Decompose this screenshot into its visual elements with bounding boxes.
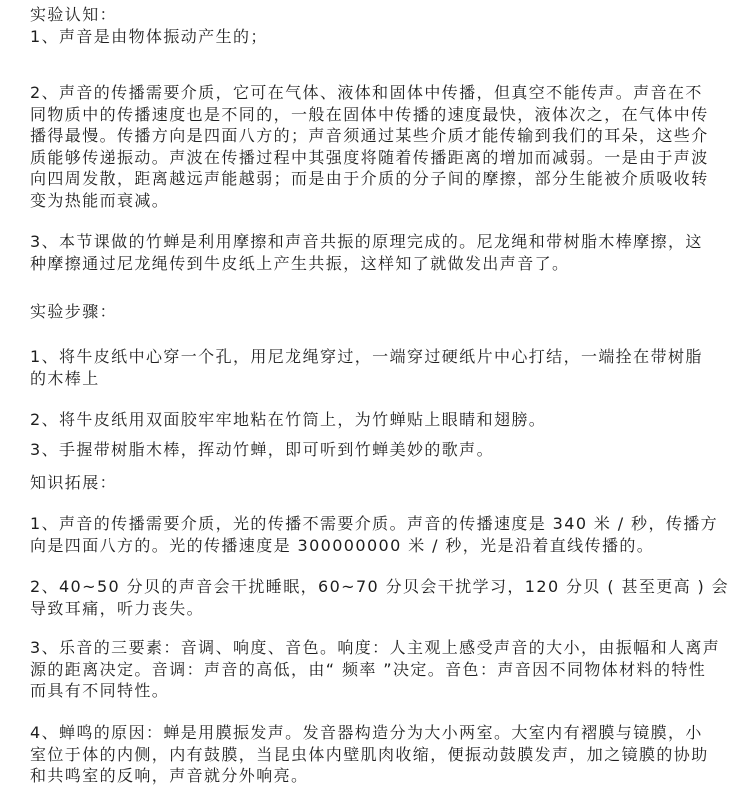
text-line: 的木棒上 — [30, 368, 100, 388]
text-line: 3、手握带树脂木棒，挥动竹蝉，即可听到竹蝉美妙的歌声。 — [30, 440, 494, 459]
text-line: 变为热能而衰减。 — [30, 190, 170, 210]
text-line: 向是四面八方的。光的传播速度是 300000000 米 / 秒，光是沿着直线传播的。 — [30, 535, 655, 555]
text-line: 2、声音的传播需要介质，它可在气体、液体和固体中传播，但真空不能传声。声音在不 — [30, 83, 703, 102]
text-line: 源的距离决定。音调：声音的高低，由“ 频率 ”决定。音色：声音因不同物体材料的特性 — [30, 659, 707, 679]
paragraph-extension-4 — [30, 722, 709, 787]
paragraph-cognition-3 — [30, 231, 703, 274]
paragraph-extension-1 — [30, 513, 718, 556]
text-line: 同物质中的传播速度也是不同的，一般在固体中传播的速度最快，液体次之，在气体中传 — [30, 104, 709, 124]
text-line: 和共鸣室的反响，声音就分外响亮。 — [30, 766, 309, 785]
text-line: 1、将牛皮纸中心穿一个孔，用尼龙绳穿过，一端穿过硬纸片中心打结，一端拴在带树脂 — [30, 347, 703, 366]
text-line: 2、将牛皮纸用双面胶牢牢地粘在竹筒上，为竹蝉贴上眼睛和翅膀。 — [30, 410, 547, 429]
paragraph-cognition-2 — [30, 82, 709, 211]
text-line: 种摩擦通过尼龙绳传到牛皮纸上产生共振，这样知了就做发出声音了。 — [30, 253, 570, 273]
text-line: 质能够传递振动。声波在传播过程中其强度将随着传播距离的增加而减弱。一是由于声波 — [30, 147, 709, 167]
text-line: 2、40~50 分贝的声音会干扰睡眠，60~70 分贝会干扰学习，120 分贝 ( 甚至更高 ) 会 — [30, 577, 730, 596]
text-line: 播得最慢。传播方向是四面八方的；声音须通过某些介质才能传输到我们的耳朵，这些介 — [30, 126, 709, 145]
text-line: 3、本节课做的竹蝉是利用摩擦和声音共振的原理完成的。尼龙绳和带树脂木棒摩擦，这 — [30, 232, 703, 251]
text-line: 实验步骤： — [30, 302, 118, 321]
text-line: 导致耳痛，听力丧失。 — [30, 598, 205, 618]
heading-steps — [30, 301, 117, 323]
paragraph-step-3 — [30, 439, 494, 461]
paragraph-step-1 — [30, 346, 703, 389]
text-line: 向四周发散，距离越远声能越弱；而是由于介质的分子间的摩擦，部分生能被介质吸收转 — [30, 169, 709, 188]
heading-extension — [30, 472, 117, 494]
text-line: 知识拓展： — [30, 473, 118, 492]
paragraph-extension-3 — [30, 637, 720, 702]
paragraph-extension-2 — [30, 576, 729, 619]
text-line: 3、乐音的三要素：音调、响度、音色。响度：人主观上感受声音的大小，由振幅和人离声 — [30, 638, 721, 657]
paragraph-step-2 — [30, 409, 546, 431]
text-line: 4、蝉鸣的原因：蝉是用膜振发声。发音器构造分为大小两室。大室内有褶膜与镜膜，小 — [30, 723, 703, 742]
heading-cognition — [30, 4, 117, 26]
text-line: 而具有不同特性。 — [30, 681, 170, 700]
text-line: 室位于体的内侧，内有鼓膜，当昆虫体内壁肌肉收缩，便振动鼓膜发声，加之镜膜的协助 — [30, 744, 709, 764]
text-line: 1、声音是由物体振动产生的； — [30, 27, 268, 46]
text-line: 实验认知： — [30, 5, 118, 24]
text-line: 1、声音的传播需要介质，光的传播不需要介质。声音的传播速度是 340 米 / 秒，传播方 — [30, 514, 719, 533]
paragraph-cognition-1 — [30, 26, 268, 48]
